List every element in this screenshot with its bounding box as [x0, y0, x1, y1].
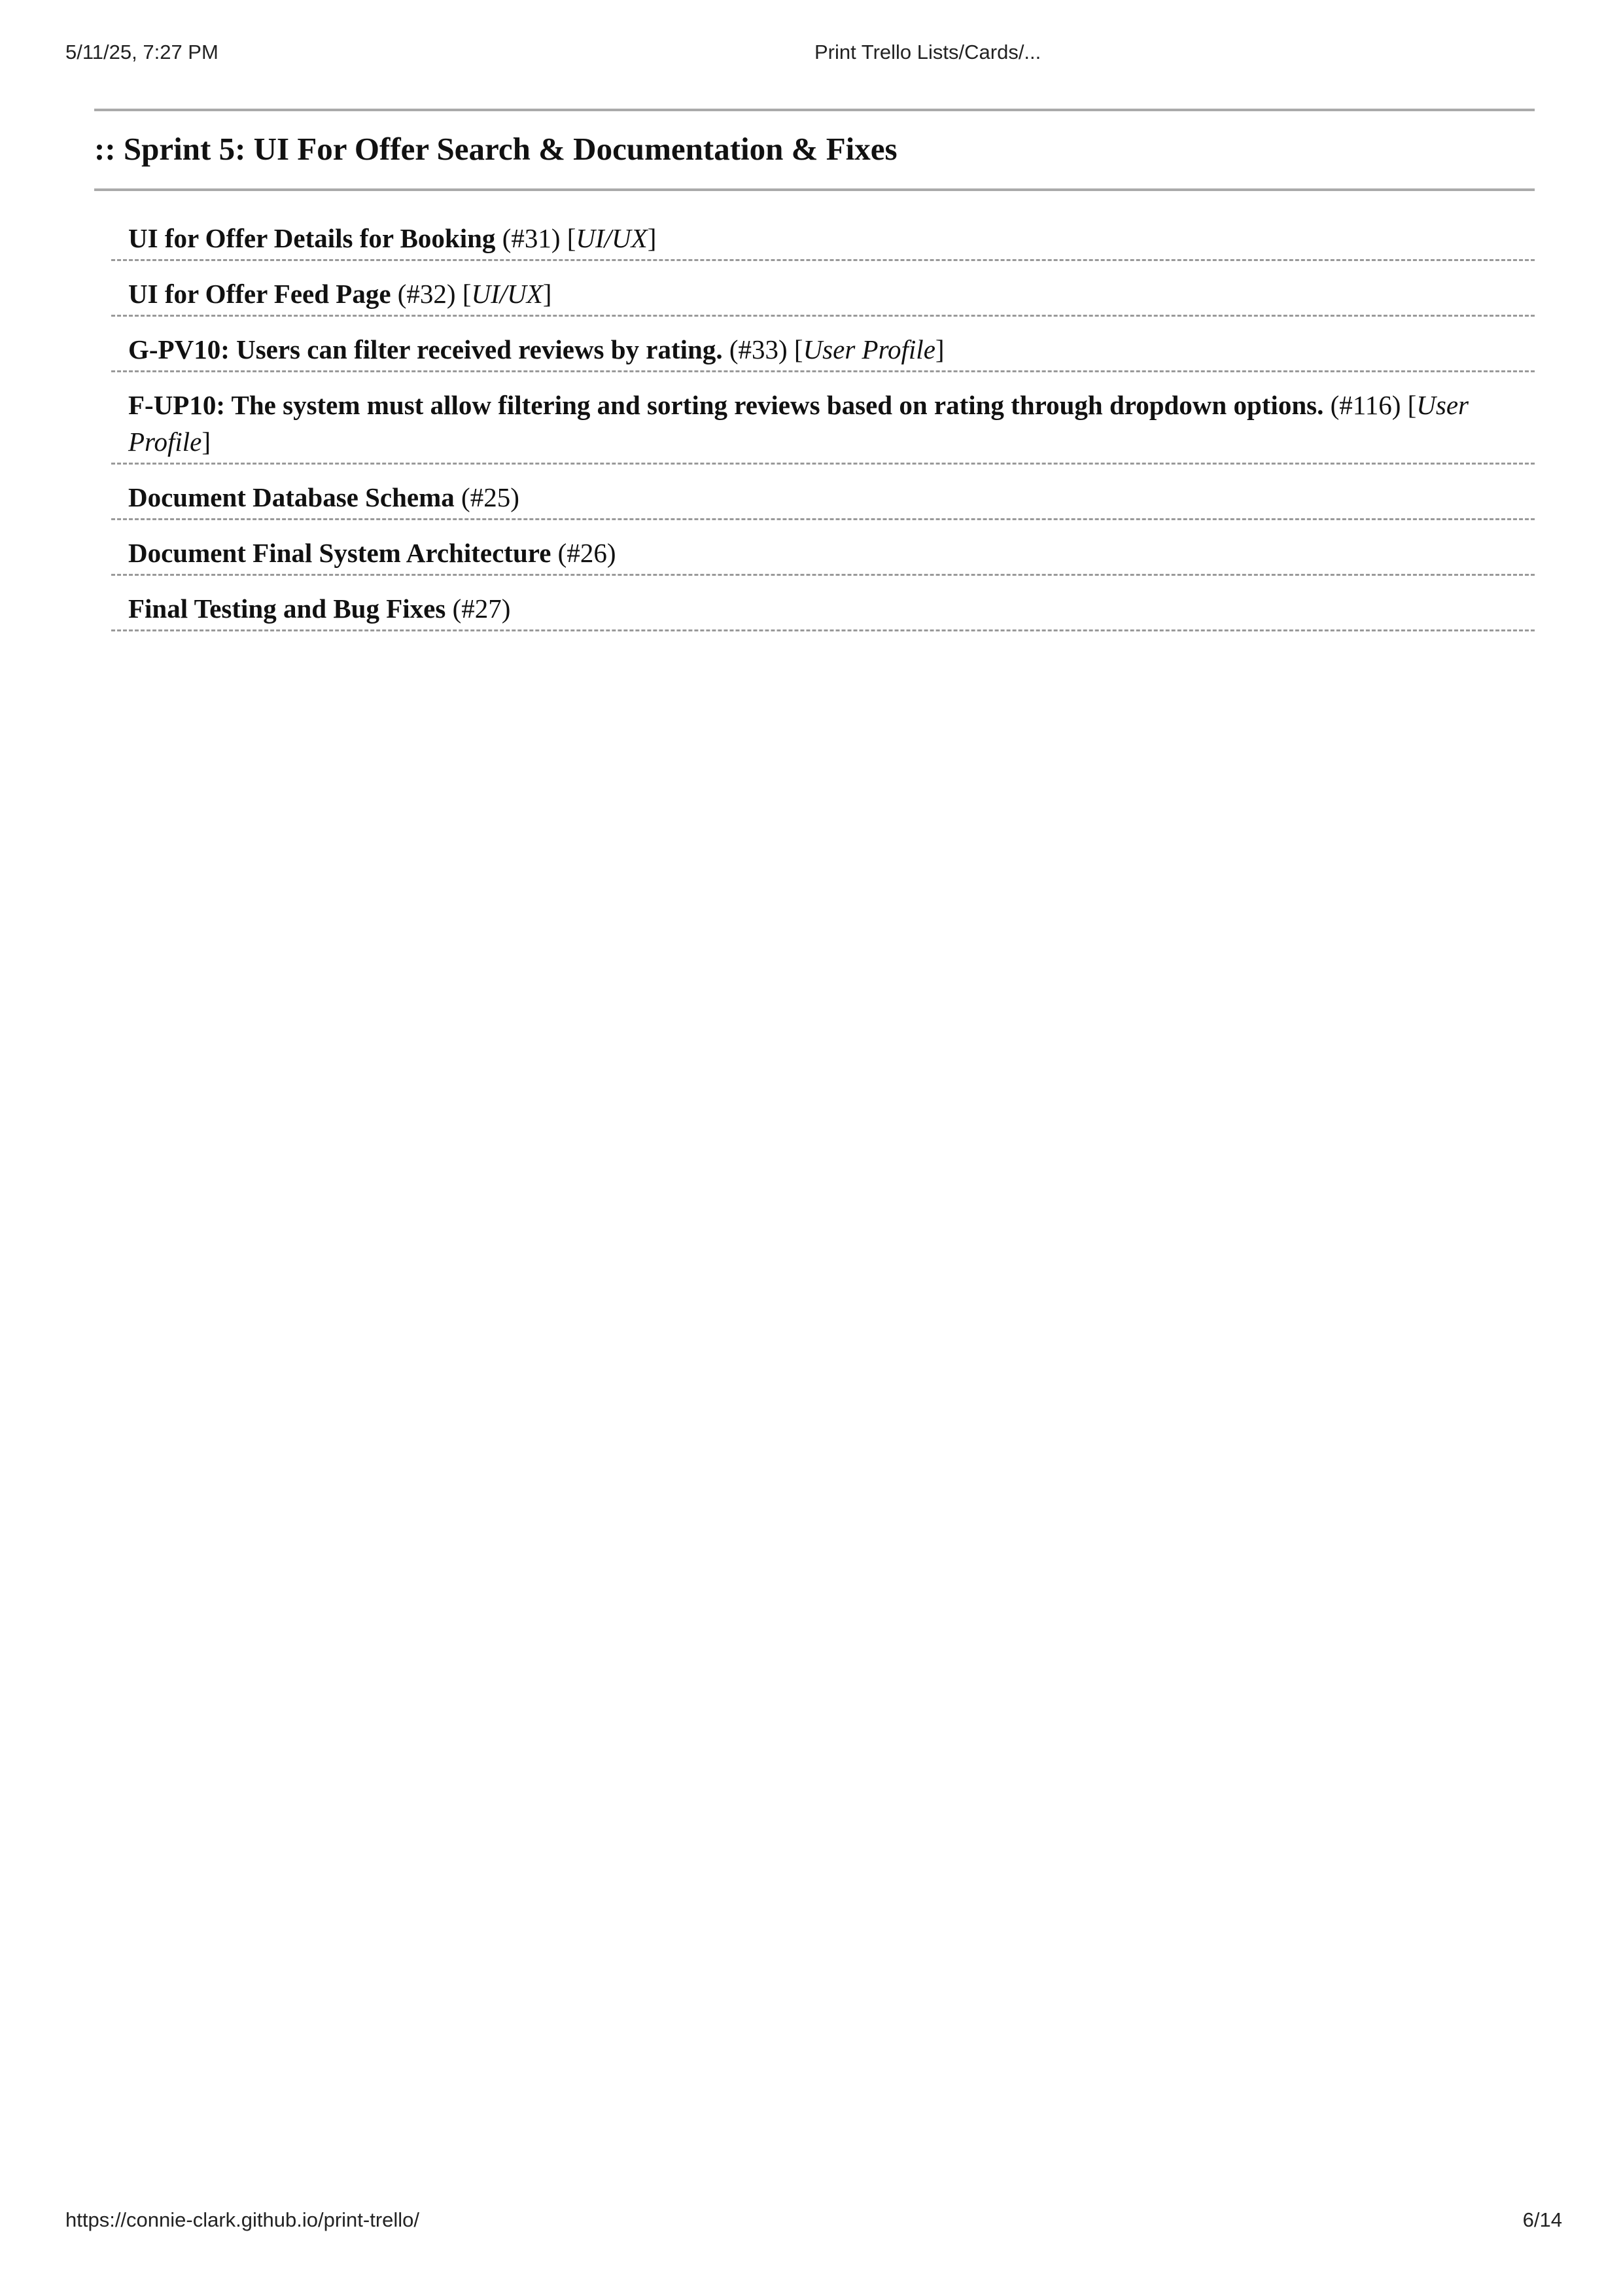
- card-item: [111, 590, 1535, 631]
- card-name: UI for Offer Feed Page: [128, 279, 391, 309]
- card-item: [111, 535, 1535, 576]
- card-name: G-PV10: Users can filter received reviews by rating.: [128, 334, 723, 364]
- card-name: F-UP10: The system must allow filtering and sorting reviews based on rating through dropdown options.: [128, 390, 1324, 420]
- trello-list: [94, 109, 1535, 646]
- print-header-page-title: Print Trello Lists/Cards/...: [814, 41, 1041, 63]
- card-name: Final Testing and Bug Fixes: [128, 593, 446, 624]
- card-name: Document Database Schema: [128, 482, 455, 512]
- card-number: (#116): [1330, 390, 1401, 420]
- card-number: (#27): [452, 593, 511, 624]
- card-name: UI for Offer Details for Booking: [128, 223, 496, 253]
- print-header-datetime: 5/11/25, 7:27 PM: [65, 41, 218, 63]
- card-number: (#31): [502, 223, 561, 253]
- card-item: UI for Offer Feed Page (#32) [UI/UX]: [111, 275, 1535, 317]
- card-label: User Profile: [803, 334, 935, 364]
- card-item: F-UP10: The system must allow filtering and sorting reviews based on rating through dropdown options. (#116) [User Profile]: [111, 387, 1535, 465]
- list-title: :: Sprint 5: UI For Offer Search & Documentation & Fixes: [94, 131, 898, 167]
- card-name: Document Final System Architecture: [128, 538, 551, 568]
- card-item: [111, 479, 1535, 520]
- card-item: UI for Offer Details for Booking (#31) [UI/UX]: [111, 220, 1535, 261]
- card-number: (#32): [397, 279, 456, 309]
- card-number: (#26): [557, 538, 616, 568]
- card-list: [94, 220, 1535, 631]
- list-title-bar: [94, 109, 1535, 191]
- card-label: UI/UX: [471, 279, 543, 309]
- card-label: User Profile: [128, 390, 1469, 457]
- card-number: (#33): [729, 334, 788, 364]
- card-item: G-PV10: Users can filter received reviews by rating. (#33) [User Profile]: [111, 331, 1535, 372]
- print-footer-url: https://connie-clark.github.io/print-trello/: [65, 2208, 420, 2231]
- card-number: (#25): [461, 482, 519, 512]
- print-footer-page-number: 6/14: [1522, 2208, 1562, 2231]
- card-label: UI/UX: [576, 223, 648, 253]
